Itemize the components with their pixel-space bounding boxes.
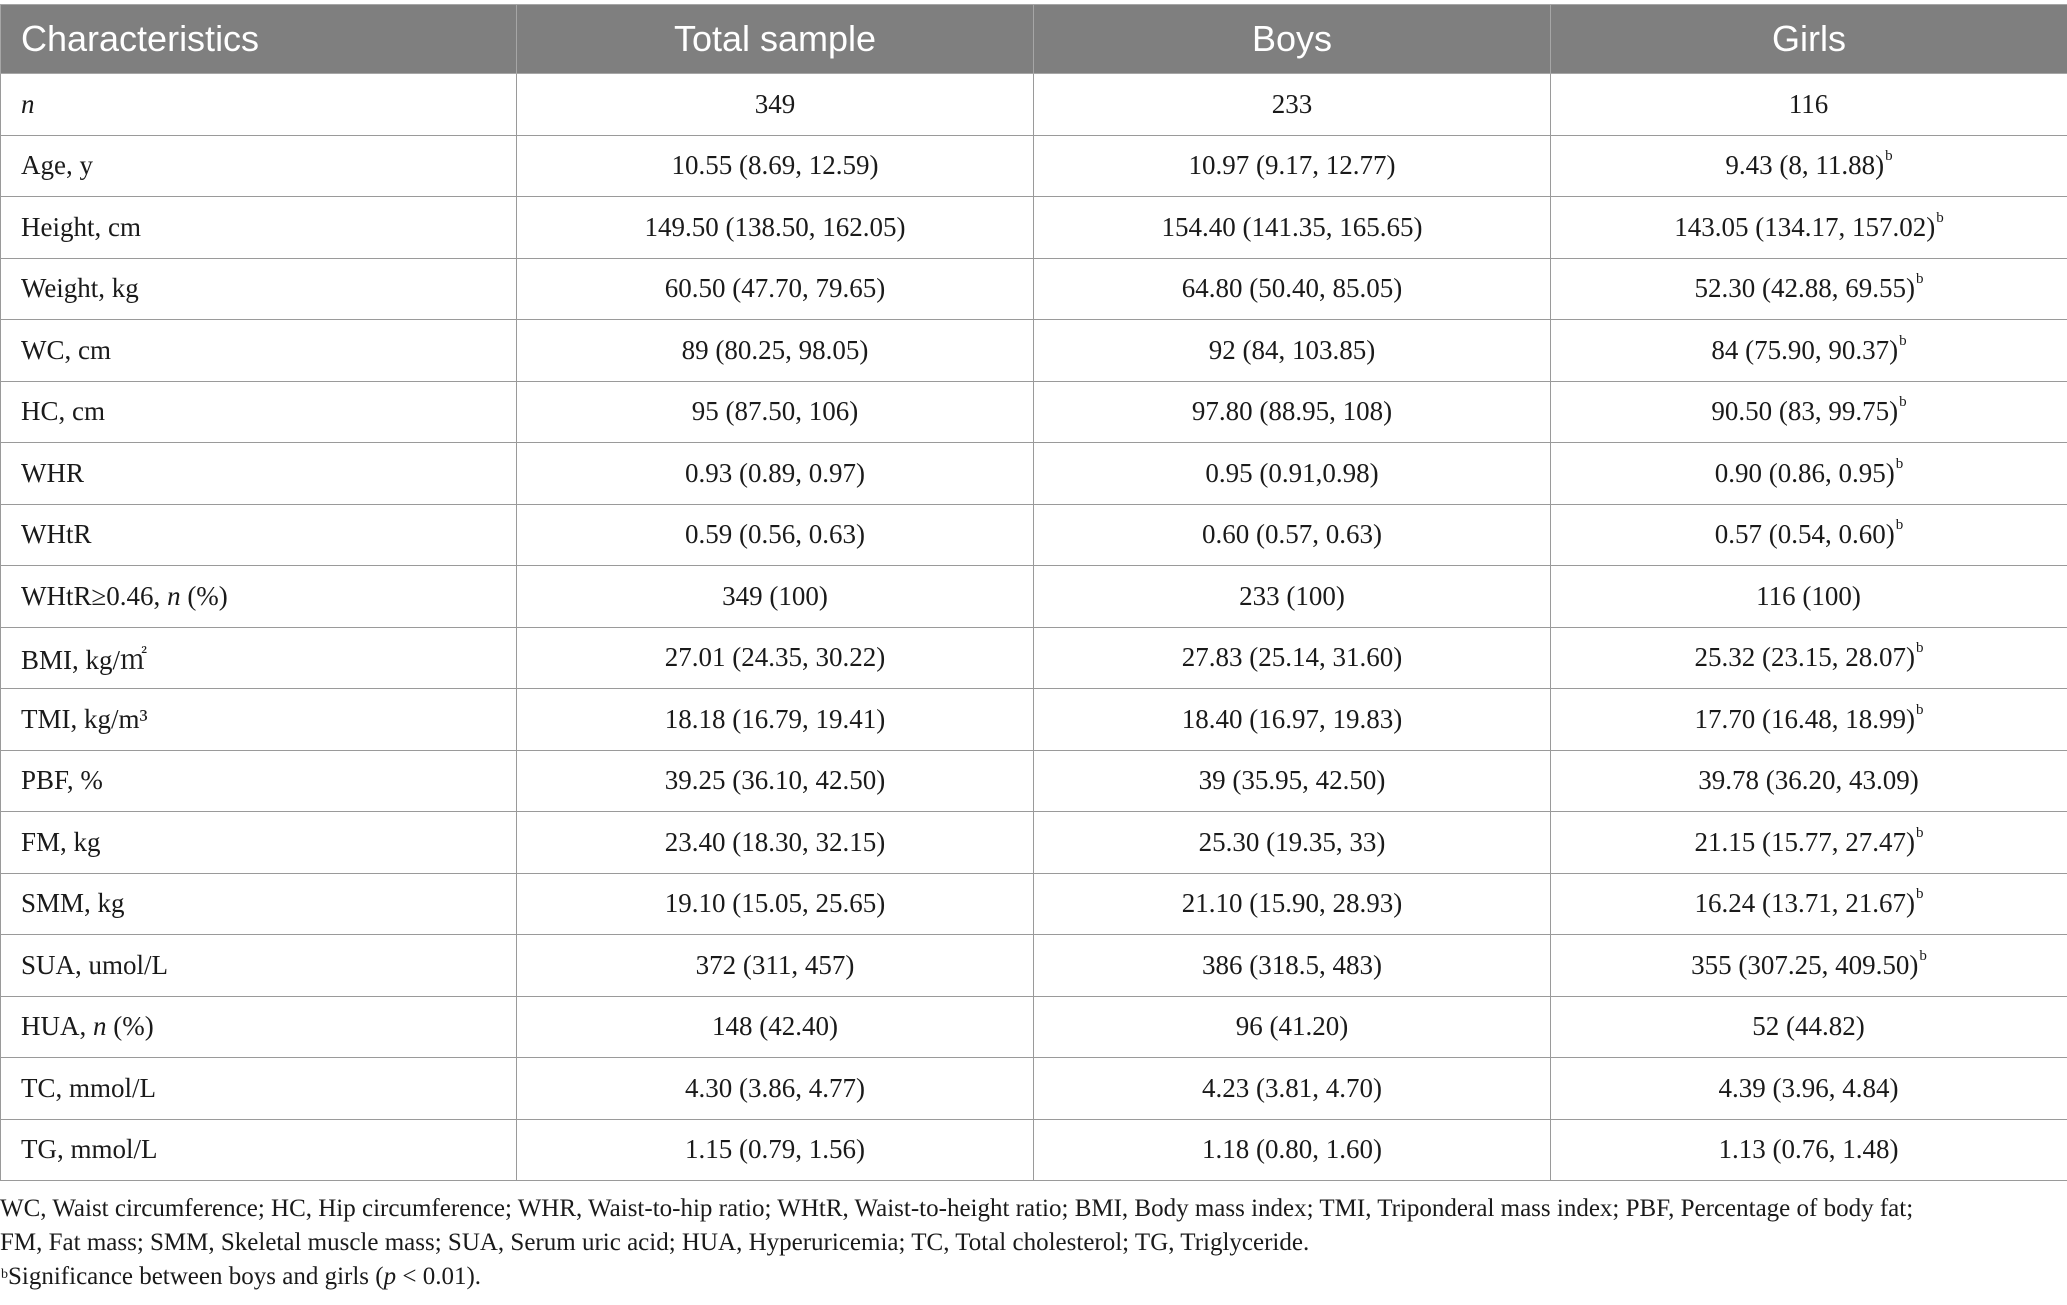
row-label-text: Height, cm [21, 211, 141, 242]
table-row [1, 935, 2067, 997]
significance-marker: b [1915, 886, 1924, 903]
cell-girls-value: 143.05 (134.17, 157.02) [1674, 211, 1936, 242]
abbreviations-note [0, 1192, 2067, 1260]
significance-marker: b [1895, 455, 1904, 472]
cell-total [517, 135, 1034, 197]
significance-marker: b [1936, 209, 1944, 226]
cell-total [517, 197, 1034, 259]
significance-tail: < 0.01). [396, 1263, 482, 1290]
row-label-text: BMI, kg/㎡ [21, 645, 148, 676]
characteristics-table [0, 4, 2067, 1181]
cell-girls [1551, 135, 2067, 197]
significance-marker: b [1915, 271, 1924, 288]
cell-boys [1034, 566, 1551, 628]
cell-girls [1551, 689, 2067, 751]
row-label-text: WHtR [21, 519, 92, 550]
header-characteristics: Characteristics [1, 5, 517, 74]
cell-total [517, 1058, 1034, 1120]
cell-girls [1551, 1119, 2067, 1181]
cell-boys-value: 233 (100) [1239, 580, 1345, 611]
cell-boys-value: 92 (84, 103.85) [1208, 334, 1376, 365]
cell-total-value: 95 (87.50, 106) [691, 396, 859, 427]
cell-boys-value: 39 (35.95, 42.50) [1198, 765, 1386, 796]
row-label [1, 1058, 517, 1120]
table-row [1, 996, 2067, 1058]
table-row [1, 504, 2067, 566]
cell-total [517, 996, 1034, 1058]
row-label [1, 996, 517, 1058]
row-label [1, 320, 517, 382]
cell-boys [1034, 504, 1551, 566]
row-label [1, 135, 517, 197]
cell-girls-value: 0.90 (0.86, 0.95) [1714, 457, 1895, 488]
cell-total-value: 89 (80.25, 98.05) [681, 334, 869, 365]
cell-girls-value: 116 (100) [1756, 580, 1861, 611]
row-label [1, 381, 517, 443]
row-label [1, 935, 517, 997]
row-label [1, 504, 517, 566]
significance-marker: b [1885, 148, 1893, 165]
cell-girls-value: 16.24 (13.71, 21.67) [1694, 888, 1915, 919]
cell-girls [1551, 996, 2067, 1058]
row-label-text: Weight, kg [21, 273, 139, 304]
cell-boys-value: 18.40 (16.97, 19.83) [1181, 703, 1403, 734]
table-row [1, 689, 2067, 751]
cell-girls-value: 21.15 (15.77, 27.47) [1694, 826, 1915, 857]
row-label-text: HC, cm [21, 396, 105, 427]
cell-total-value: 10.55 (8.69, 12.59) [671, 150, 879, 181]
cell-girls-value: 116 [1788, 88, 1829, 119]
row-label-italic: n [21, 88, 35, 119]
cell-boys [1034, 750, 1551, 812]
row-label-tail: (%) [180, 580, 228, 611]
significance-note [0, 1260, 2067, 1294]
cell-girls [1551, 812, 2067, 874]
cell-total-value: 60.50 (47.70, 79.65) [664, 273, 886, 304]
row-label-text: WHtR≥0.46, [21, 580, 168, 611]
row-label [1, 750, 517, 812]
cell-total-value: 27.01 (24.35, 30.22) [664, 642, 886, 673]
significance-marker: b [1, 1267, 8, 1282]
table-container [0, 4, 2067, 1181]
cell-boys-value: 96 (41.20) [1235, 1011, 1349, 1042]
cell-total [517, 873, 1034, 935]
cell-girls-value: 1.13 (0.76, 1.48) [1718, 1134, 1899, 1165]
cell-girls [1551, 197, 2067, 259]
cell-total-value: 372 (311, 457) [695, 949, 855, 980]
cell-girls [1551, 258, 2067, 320]
table-row [1, 627, 2067, 689]
table-header [1, 5, 2067, 74]
row-label-text: Age, y [21, 150, 93, 181]
row-label-text: TG, mmol/L [21, 1134, 158, 1165]
cell-girls-value: 84 (75.90, 90.37) [1711, 334, 1899, 365]
cell-girls [1551, 750, 2067, 812]
row-label-tail: (%) [106, 1011, 154, 1042]
cell-boys-value: 21.10 (15.90, 28.93) [1181, 888, 1403, 919]
row-label-text: WC, cm [21, 334, 111, 365]
cell-total-value: 149.50 (138.50, 162.05) [644, 211, 906, 242]
cell-girls-value: 52 (44.82) [1752, 1011, 1865, 1042]
cell-boys [1034, 74, 1551, 136]
row-label-text: SUA, umol/L [21, 949, 169, 980]
abbreviations-line-1: WC, Waist circumference; HC, Hip circumference; WHR, Waist-to-hip ratio; WHtR, Waist-to-height ratio; BMI, Body mass index; TMI, Triponderal mass index; PBF, Percentage of body fat; [0, 1195, 1914, 1222]
cell-boys [1034, 443, 1551, 505]
row-label-italic: n [93, 1011, 107, 1042]
row-label-text: WHR [21, 457, 84, 488]
cell-total-value: 39.25 (36.10, 42.50) [664, 765, 886, 796]
cell-boys [1034, 258, 1551, 320]
cell-total-value: 349 (100) [722, 580, 828, 611]
row-label [1, 566, 517, 628]
cell-boys-value: 97.80 (88.95, 108) [1191, 396, 1393, 427]
cell-boys [1034, 197, 1551, 259]
row-label [1, 689, 517, 751]
cell-boys [1034, 381, 1551, 443]
cell-boys-value: 0.60 (0.57, 0.63) [1202, 519, 1382, 550]
row-label [1, 1119, 517, 1181]
table-row [1, 443, 2067, 505]
cell-girls-value: 355 (307.25, 409.50) [1691, 949, 1919, 980]
cell-total-value: 1.15 (0.79, 1.56) [685, 1134, 865, 1165]
cell-girls [1551, 627, 2067, 689]
significance-marker: b [1915, 824, 1924, 841]
cell-boys-value: 1.18 (0.80, 1.60) [1202, 1134, 1382, 1165]
row-label [1, 812, 517, 874]
cell-girls [1551, 873, 2067, 935]
table-row [1, 1119, 2067, 1181]
cell-girls [1551, 566, 2067, 628]
significance-marker: b [1895, 517, 1904, 534]
cell-boys [1034, 689, 1551, 751]
cell-girls [1551, 504, 2067, 566]
significance-p: p [383, 1263, 397, 1290]
cell-total [517, 627, 1034, 689]
cell-total [517, 750, 1034, 812]
cell-girls-value: 9.43 (8, 11.88) [1725, 150, 1885, 181]
cell-boys [1034, 996, 1551, 1058]
cell-boys-value: 154.40 (141.35, 165.65) [1161, 211, 1423, 242]
cell-boys [1034, 320, 1551, 382]
cell-total-value: 148 (42.40) [712, 1011, 838, 1042]
cell-girls-value: 52.30 (42.88, 69.55) [1694, 273, 1915, 304]
cell-total [517, 504, 1034, 566]
table-row [1, 381, 2067, 443]
header-girls: Girls [1551, 5, 2067, 74]
cell-girls-value: 17.70 (16.48, 18.99) [1694, 703, 1915, 734]
row-label-text: HUA, [21, 1011, 93, 1042]
cell-boys-value: 64.80 (50.40, 85.05) [1181, 273, 1403, 304]
cell-boys [1034, 1119, 1551, 1181]
row-label [1, 627, 517, 689]
cell-total [517, 935, 1034, 997]
row-label-text: SMM, kg [21, 888, 125, 919]
cell-boys-value: 0.95 (0.91,0.98) [1205, 457, 1379, 488]
cell-girls-value: 0.57 (0.54, 0.60) [1714, 519, 1895, 550]
cell-total [517, 443, 1034, 505]
table-row [1, 74, 2067, 136]
cell-total [517, 320, 1034, 382]
row-label [1, 74, 517, 136]
cell-girls-value: 39.78 (36.20, 43.09) [1698, 765, 1919, 796]
significance-text: Significance between boys and girls ( [8, 1263, 384, 1290]
cell-total-value: 18.18 (16.79, 19.41) [664, 703, 886, 734]
row-label [1, 258, 517, 320]
abbreviations-line-2: FM, Fat mass; SMM, Skeletal muscle mass; SUA, Serum uric acid; HUA, Hyperuricemia; TC, Total cholesterol; TG, Triglyceride. [0, 1229, 1310, 1256]
table-row [1, 750, 2067, 812]
significance-marker: b [1919, 947, 1927, 964]
table-row [1, 566, 2067, 628]
cell-girls [1551, 320, 2067, 382]
row-label-text: PBF, % [21, 765, 103, 796]
table-row [1, 873, 2067, 935]
cell-girls-value: 4.39 (3.96, 4.84) [1718, 1072, 1899, 1103]
cell-boys [1034, 935, 1551, 997]
cell-boys-value: 27.83 (25.14, 31.60) [1181, 642, 1403, 673]
row-label-italic: n [167, 580, 181, 611]
significance-marker: b [1899, 394, 1907, 411]
cell-boys [1034, 1058, 1551, 1120]
cell-total-value: 19.10 (15.05, 25.65) [664, 888, 886, 919]
cell-total [517, 566, 1034, 628]
significance-marker: b [1915, 701, 1924, 718]
cell-boys-value: 233 [1271, 88, 1313, 119]
cell-boys [1034, 135, 1551, 197]
cell-total-value: 0.93 (0.89, 0.97) [685, 457, 865, 488]
cell-boys-value: 10.97 (9.17, 12.77) [1188, 150, 1396, 181]
header-row [1, 5, 2067, 74]
row-label-text: TC, mmol/L [21, 1072, 156, 1103]
cell-total-value: 349 [754, 88, 796, 119]
significance-marker: b [1915, 640, 1924, 657]
cell-girls [1551, 1058, 2067, 1120]
table-row [1, 135, 2067, 197]
row-label [1, 873, 517, 935]
cell-total [517, 258, 1034, 320]
cell-boys [1034, 627, 1551, 689]
table-row [1, 320, 2067, 382]
cell-total [517, 689, 1034, 751]
table-row [1, 258, 2067, 320]
cell-girls [1551, 443, 2067, 505]
table-row [1, 197, 2067, 259]
cell-total-value: 23.40 (18.30, 32.15) [664, 826, 886, 857]
cell-total-value: 4.30 (3.86, 4.77) [685, 1072, 865, 1103]
cell-total [517, 812, 1034, 874]
cell-total [517, 74, 1034, 136]
significance-marker: b [1899, 332, 1907, 349]
header-boys: Boys [1034, 5, 1551, 74]
table-row [1, 812, 2067, 874]
cell-girls-value: 25.32 (23.15, 28.07) [1694, 642, 1915, 673]
cell-boys-value: 386 (318.5, 483) [1202, 949, 1382, 980]
cell-girls-value: 90.50 (83, 99.75) [1711, 396, 1899, 427]
cell-boys [1034, 812, 1551, 874]
cell-boys-value: 4.23 (3.81, 4.70) [1202, 1072, 1382, 1103]
table-row [1, 1058, 2067, 1120]
cell-girls [1551, 381, 2067, 443]
row-label [1, 197, 517, 259]
cell-total [517, 1119, 1034, 1181]
cell-total [517, 381, 1034, 443]
cell-boys [1034, 873, 1551, 935]
row-label-text: FM, kg [21, 826, 101, 857]
header-total-sample: Total sample [517, 5, 1034, 74]
row-label [1, 443, 517, 505]
cell-girls [1551, 74, 2067, 136]
table-notes [0, 1192, 2067, 1294]
cell-girls [1551, 935, 2067, 997]
cell-total-value: 0.59 (0.56, 0.63) [685, 519, 865, 550]
table-body [1, 74, 2067, 1181]
row-label-text: TMI, kg/m³ [21, 703, 148, 734]
cell-boys-value: 25.30 (19.35, 33) [1198, 826, 1386, 857]
